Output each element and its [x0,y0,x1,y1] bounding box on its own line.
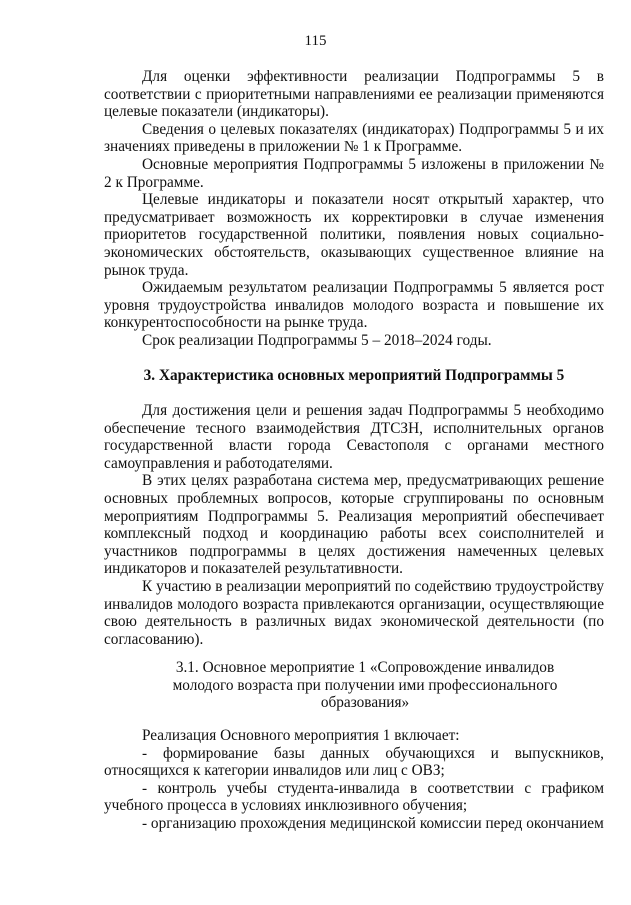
paragraph: В этих целях разработана система мер, предусматривающих решение основных проблемных вопросов, которые сгруппированы по основным мероприятиям Подпрограммы 5. Реализация мероприятий обеспечивает комплексный подход и координацию работы всех соисполнителей и участников подпрограммы в целях достижения намеченных целевых индикаторов и показателей результативности. [104,472,604,578]
paragraph: Срок реализации Подпрограммы 5 – 2018–2024 годы. [142,331,492,349]
paragraph: Для оценки эффективности реализации Подпрограммы 5 в соответствии с приоритетными направлениями ее реализации применяются целевые показатели (индикаторы). [104,68,604,121]
subsection-heading-line: образования» [320,694,410,712]
page-number: 115 [304,33,327,49]
subsection-heading-line: 3.1. Основное мероприятие 1 «Сопровождение инвалидов [175,659,555,676]
paragraph: Для достижения цели и решения задач Подпрограммы 5 необходимо обеспечение тесного взаимодействия ДТСЗН, исполнительных органов государственной власти города Севастополя с органами местного самоуправления и работодателями. [104,402,604,472]
subsection-heading-line: молодого возраста при получении ими профессионального [172,676,558,694]
intro-text-block [104,68,604,350]
paragraph: К участию в реализации мероприятий по содействию трудоустройству инвалидов молодого возраста привлекаются организации, осуществляющие свою деятельность в различных видах экономической деятельности (по согласованию). [104,577,604,648]
section-heading: 3. Характеристика основных мероприятий Подпрограммы 5 [143,367,565,384]
list-item: - контроль учебы студента-инвалида в соответствии с графиком учебного процесса в условиях инклюзивного обучения; [104,779,604,815]
paragraph: Сведения о целевых показателях (индикаторах) Подпрограммы 5 и их значениях приведены в приложении № 1 к Программе. [104,120,604,156]
paragraph: Целевые индикаторы и показатели носят открытый характер, что предусматривает возможность их корректировки в случае изменения приоритетов государственной политики, появления новых социально-экономических обстоятельств, оказывающих существенное влияние на рынок труда. [104,191,604,279]
paragraph: Основные мероприятия Подпрограммы 5 изложены в приложении № 2 к Программе. [104,155,604,191]
paragraph: Ожидаемым результатом реализации Подпрограммы 5 является рост уровня трудоустройства инвалидов молодого возраста и повышение их конкурентоспособности на рынке труда. [104,279,604,332]
paragraph: Реализация Основного мероприятия 1 включает: [142,727,460,744]
subsection-text-block [104,727,604,833]
subsection-heading [160,659,570,712]
list-item: - организацию прохождения медицинской комиссии перед окончанием [142,814,604,832]
section-text-block [104,402,604,648]
list-item: - формирование базы данных обучающихся и выпускников, относящихся к категории инвалидов или лиц с ОВЗ; [104,744,604,780]
